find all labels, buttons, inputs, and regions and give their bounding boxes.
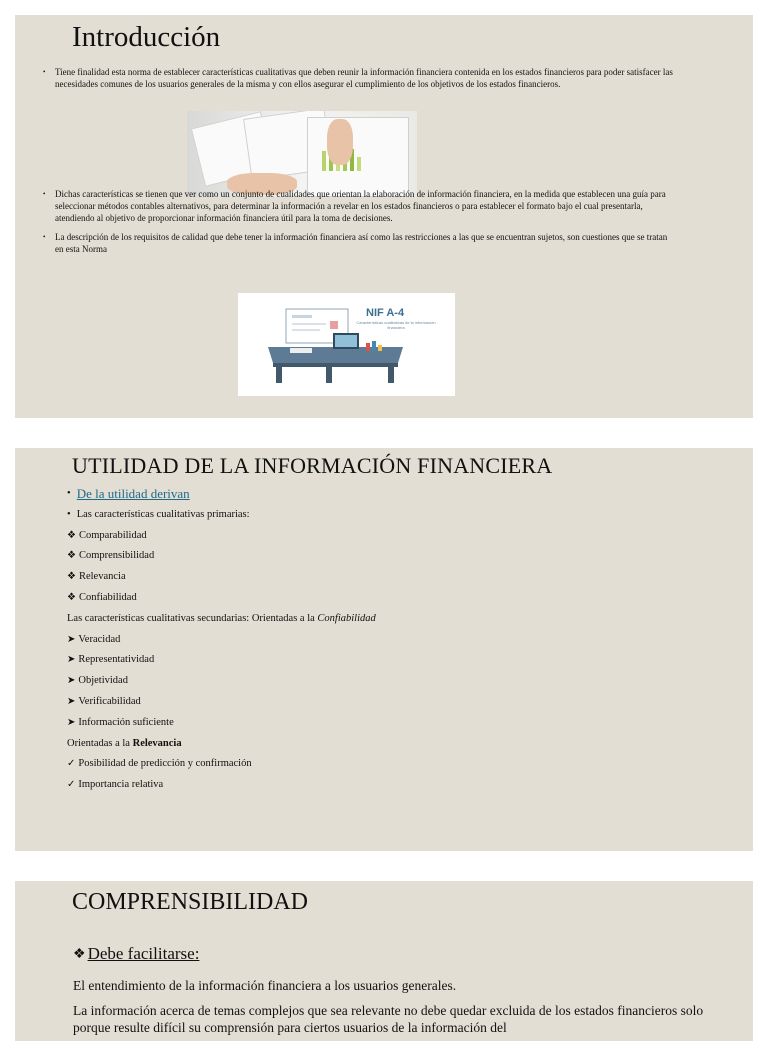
slide-title: COMPRENSIBILIDAD (72, 889, 309, 915)
list-item (67, 671, 717, 692)
list-item (67, 775, 717, 796)
arrow-bullet-icon: ➤ (67, 633, 76, 645)
arrow-bullet-icon: ➤ (67, 695, 76, 707)
list-item: • Las características cualitativas primarias: (67, 505, 717, 526)
item-label: Relevancia (78, 571, 126, 583)
list-item (67, 546, 717, 567)
secondary-heading-emphasis: Confiabilidad (317, 612, 376, 624)
bullet-paragraph (43, 231, 673, 255)
subtitle: Debe facilitarse: (87, 944, 200, 963)
diamond-bullet-icon: ❖ (67, 591, 76, 603)
bullet-text: La descripción de los requisitos de calidad que debe tener la información financiera así como las restricciones a las que se encuentran sujetos, son cuestiones que se tratan en esta Norma (55, 232, 668, 254)
bullet-icon: • (43, 233, 46, 241)
arrow-bullet-icon: ➤ (67, 654, 76, 666)
bullet-icon: • (43, 68, 46, 76)
list-item (67, 713, 717, 734)
item-label: Objetividad (78, 675, 128, 687)
financial-documents-photo (187, 111, 417, 197)
paragraph: La información acerca de temas complejos que sea relevante no debe quedar excluida de los estados financieros solo porque resulte difícil su comprensión para ciertos usuarios de la información del (73, 1003, 704, 1035)
list-item (67, 567, 717, 588)
item-label: Veracidad (78, 633, 121, 645)
item-label: Verificabilidad (78, 695, 141, 707)
list-item (67, 650, 717, 671)
list-item (67, 754, 717, 775)
utilidad-link[interactable]: De la utilidad derivan (76, 486, 190, 501)
slide-introduccion (15, 15, 753, 418)
desk-illustration (238, 293, 455, 396)
subtitle-row (73, 944, 199, 964)
diamond-bullet-icon: ❖ (67, 550, 76, 562)
item-label: Información suficiente (78, 716, 174, 728)
relevance-heading-row (67, 734, 717, 755)
bullet-text: Dichas características se tienen que ver como un conjunto de cualidades que orientan la elaboración de información financiera, en la medida que establecen una guía para seleccionar métodos contables alternativos, para determinar la información a revelar en los estados financieros o para establecer el formato bajo el cual presentarla, atendiendo al objetivo de proporcionar información financiera útil para la toma de decisiones. (55, 189, 666, 223)
bullet-icon: • (43, 190, 46, 198)
list-item (67, 526, 717, 547)
relevance-heading-bold: Relevancia (132, 737, 182, 749)
list-item (67, 630, 717, 651)
arrow-bullet-icon: ➤ (67, 675, 76, 687)
nif-a4-illustration (238, 293, 455, 396)
list-item (67, 588, 717, 609)
list-item (67, 692, 717, 713)
item-label: Confiabilidad (78, 591, 137, 603)
secondary-heading: Las características cualitativas secundarias: Orientadas a la (67, 612, 315, 624)
item-label: Representatividad (78, 654, 155, 666)
nif-title: NIF A-4 (366, 307, 405, 319)
item-label: Importancia relativa (78, 779, 164, 791)
list-item: • De la utilidad derivan (67, 484, 717, 505)
item-label: Comprensibilidad (78, 550, 155, 562)
item-label: Posibilidad de predicción y confirmación (78, 758, 252, 770)
primary-heading: Las características cualitativas primarias: (76, 508, 250, 520)
bullet-paragraph (43, 66, 673, 90)
characteristics-list (67, 484, 717, 796)
item-label: Comparabilidad (78, 529, 147, 541)
arrow-bullet-icon: ➤ (67, 716, 76, 728)
secondary-heading-row (67, 609, 717, 630)
slide-utilidad (15, 448, 753, 851)
check-bullet-icon: ✓ (67, 779, 76, 791)
slide-title: Introducción (72, 21, 221, 53)
nif-subtitle: Características cualitativas de la información financiera (356, 320, 436, 330)
bullet-paragraph (43, 188, 673, 224)
relevance-heading: Orientadas a la (67, 737, 130, 749)
paragraph: El entendimiento de la información financiera a los usuarios generales. (73, 978, 457, 993)
diamond-bullet-icon: ❖ (73, 946, 86, 962)
diamond-bullet-icon: ❖ (67, 529, 76, 541)
slide-title: UTILIDAD DE LA INFORMACIÓN FINANCIERA (72, 453, 553, 478)
slide-comprensibilidad (15, 881, 753, 1041)
check-bullet-icon: ✓ (67, 758, 76, 770)
diamond-bullet-icon: ❖ (67, 571, 76, 583)
bullet-text: Tiene finalidad esta norma de establecer características cualitativas que deben reunir la información financiera contenida en los estados financieros para poder satisfacer las necesidades comunes de los usuarios generales de la misma y con ellos asegurar el cumplimiento de los objetivos de los estados financieros. (55, 67, 673, 89)
